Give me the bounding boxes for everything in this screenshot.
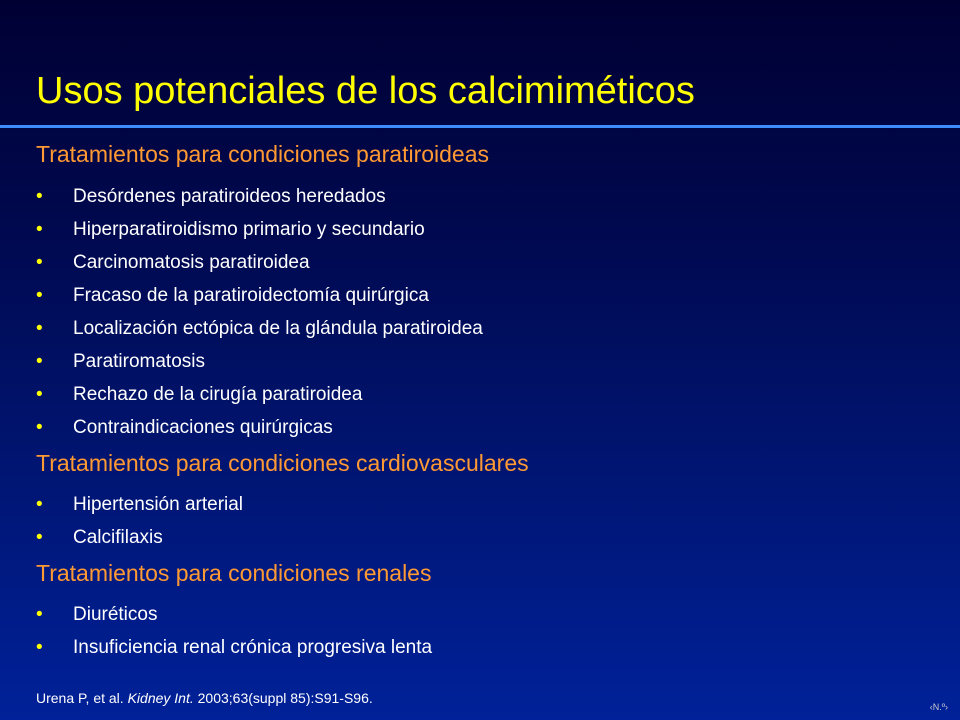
list-item-text: Desórdenes paratiroideos heredados: [73, 186, 386, 207]
section-cardiovascular: [36, 449, 936, 554]
list-item: [36, 631, 936, 664]
slide-number: ‹N.º›: [929, 702, 948, 712]
bullet-icon: •: [36, 637, 43, 658]
citation: [36, 690, 373, 706]
list-item-text: Insuficiencia renal crónica progresiva lenta: [73, 637, 433, 658]
list-item-text: Localización ectópica de la glándula paratiroidea: [73, 318, 483, 339]
slide-title: Usos potenciales de los calcimiméticos: [36, 70, 695, 112]
list-item: [36, 213, 936, 246]
bullet-list: [36, 488, 936, 554]
bullet-icon: •: [36, 527, 43, 548]
slide-content: [36, 140, 936, 664]
bullet-list: [36, 598, 936, 664]
list-item: [36, 180, 936, 213]
bullet-icon: •: [36, 384, 43, 405]
list-item-text: Paratiromatosis: [73, 351, 205, 372]
list-item: [36, 488, 936, 521]
list-item-text: Fracaso de la paratiroidectomía quirúrgica: [73, 285, 429, 306]
bullet-icon: •: [36, 351, 43, 372]
bullet-icon: •: [36, 318, 43, 339]
bullet-icon: •: [36, 252, 43, 273]
bullet-icon: •: [36, 219, 43, 240]
bullet-icon: •: [36, 417, 43, 438]
section-heading: Tratamientos para condiciones paratiroideas: [36, 141, 490, 167]
list-item: [36, 598, 936, 631]
list-item: [36, 312, 936, 345]
bullet-list: [36, 180, 936, 444]
bullet-icon: •: [36, 285, 43, 306]
citation-details: 2003;63(suppl 85):S91-S96.: [193, 690, 373, 706]
list-item: [36, 279, 936, 312]
list-item-text: Calcifilaxis: [73, 527, 163, 548]
citation-journal: Kidney Int.: [127, 690, 194, 706]
list-item-text: Rechazo de la cirugía paratiroidea: [73, 384, 363, 405]
bullet-icon: •: [36, 494, 43, 515]
list-item-text: Hipertensión arterial: [73, 494, 244, 515]
list-item: [36, 521, 936, 554]
list-item-text: Contraindicaciones quirúrgicas: [73, 417, 333, 438]
section-renal: [36, 559, 936, 664]
list-item-text: Hiperparatiroidismo primario y secundario: [73, 219, 425, 240]
bullet-icon: •: [36, 186, 43, 207]
section-heading: Tratamientos para condiciones renales: [36, 560, 432, 586]
list-item: [36, 378, 936, 411]
list-item-text: Diuréticos: [73, 604, 158, 625]
list-item: [36, 345, 936, 378]
citation-authors: Urena P, et al.: [36, 690, 128, 706]
bullet-icon: •: [36, 604, 43, 625]
section-parathyroid: [36, 140, 936, 444]
list-item: [36, 411, 936, 444]
title-rule: [0, 125, 960, 128]
list-item-text: Carcinomatosis paratiroidea: [73, 252, 310, 273]
list-item: [36, 246, 936, 279]
section-heading: Tratamientos para condiciones cardiovasculares: [36, 450, 529, 476]
